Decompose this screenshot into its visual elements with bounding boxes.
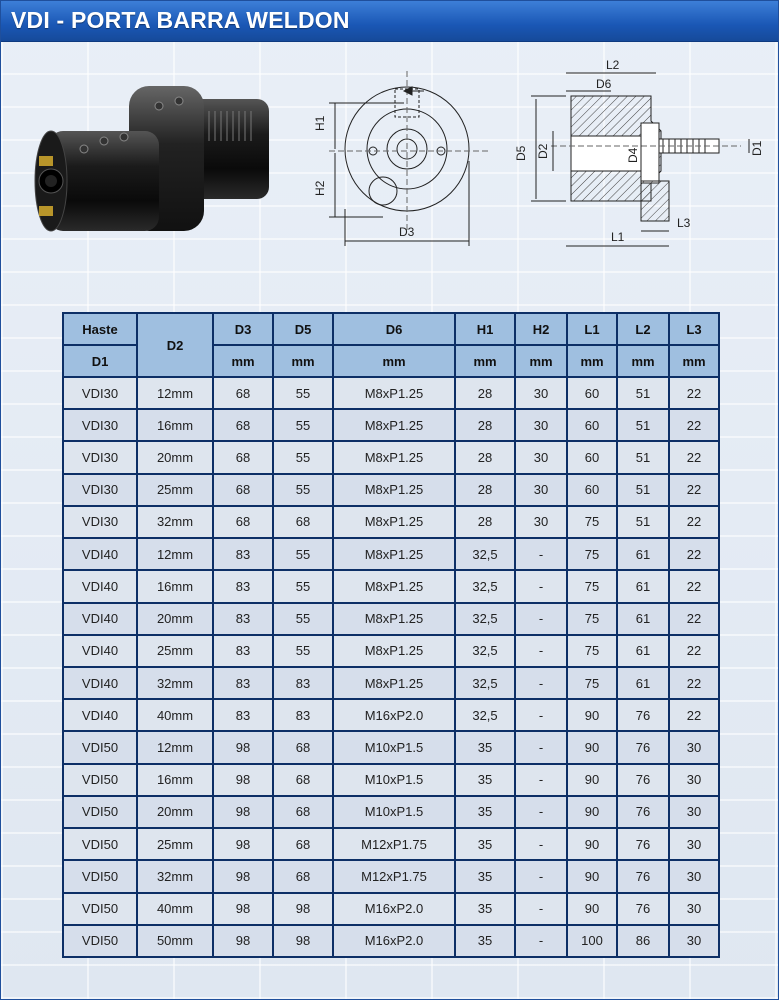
table-cell: 32mm [138, 861, 214, 893]
table-cell: 32mm [138, 668, 214, 700]
table-cell: 68 [274, 765, 334, 797]
table-cell: - [516, 926, 568, 958]
table-cell: 75 [568, 507, 618, 539]
table-cell: 22 [670, 410, 720, 442]
table-cell: 30 [670, 926, 720, 958]
header-cell: Haste [62, 312, 138, 346]
table-cell: 90 [568, 894, 618, 926]
table-cell: 35 [456, 926, 516, 958]
label-d4: D4 [626, 147, 640, 163]
table-cell: - [516, 636, 568, 668]
table-row [62, 636, 720, 668]
table-cell: 30 [670, 894, 720, 926]
table-cell: 40mm [138, 700, 214, 732]
table-cell: 30 [670, 765, 720, 797]
table-cell: 20mm [138, 797, 214, 829]
table-row [62, 732, 720, 764]
table-cell: 75 [568, 571, 618, 603]
unit-cell: mm [618, 346, 670, 378]
spec-table-container [62, 312, 720, 958]
table-cell: 51 [618, 507, 670, 539]
table-cell: 83 [214, 571, 274, 603]
table-cell: 35 [456, 894, 516, 926]
table-cell: 55 [274, 475, 334, 507]
table-cell: VDI50 [62, 894, 138, 926]
label-d3: D3 [399, 225, 415, 239]
table-cell: 25mm [138, 829, 214, 861]
table-cell: 16mm [138, 765, 214, 797]
table-cell: 98 [214, 926, 274, 958]
table-header-row [62, 312, 720, 346]
table-cell: VDI40 [62, 539, 138, 571]
table-cell: 60 [568, 442, 618, 474]
table-cell: - [516, 539, 568, 571]
table-cell: 20mm [138, 604, 214, 636]
table-cell: 28 [456, 507, 516, 539]
table-cell: 55 [274, 410, 334, 442]
table-cell: 76 [618, 765, 670, 797]
table-cell: M8xP1.25 [334, 636, 456, 668]
table-cell: 25mm [138, 475, 214, 507]
unit-cell: mm [516, 346, 568, 378]
table-cell: M8xP1.25 [334, 378, 456, 410]
table-cell: 16mm [138, 410, 214, 442]
header-cell: D3 [214, 312, 274, 346]
table-row [62, 668, 720, 700]
table-cell: 51 [618, 378, 670, 410]
table-cell: 28 [456, 410, 516, 442]
table-cell: 68 [214, 378, 274, 410]
product-photo [29, 71, 289, 251]
table-row [62, 475, 720, 507]
table-cell: VDI50 [62, 797, 138, 829]
table-cell: 90 [568, 732, 618, 764]
table-cell: 83 [214, 700, 274, 732]
table-cell: VDI50 [62, 829, 138, 861]
table-cell: 55 [274, 442, 334, 474]
table-cell: 32,5 [456, 539, 516, 571]
table-cell: 55 [274, 571, 334, 603]
table-cell: 68 [214, 475, 274, 507]
table-cell: 32,5 [456, 604, 516, 636]
table-cell: 83 [214, 636, 274, 668]
table-cell: 30 [516, 378, 568, 410]
table-cell: 22 [670, 539, 720, 571]
table-cell: 30 [670, 829, 720, 861]
header-cell: D5 [274, 312, 334, 346]
table-cell: 55 [274, 539, 334, 571]
table-cell: 75 [568, 636, 618, 668]
table-cell: 98 [214, 797, 274, 829]
table-cell: M16xP2.0 [334, 700, 456, 732]
table-cell: 35 [456, 765, 516, 797]
table-cell: 22 [670, 378, 720, 410]
table-cell: 83 [274, 700, 334, 732]
table-cell: VDI30 [62, 410, 138, 442]
table-cell: - [516, 829, 568, 861]
unit-cell: mm [334, 346, 456, 378]
table-cell: 61 [618, 668, 670, 700]
table-cell: M16xP2.0 [334, 926, 456, 958]
table-cell: 32,5 [456, 700, 516, 732]
table-cell: 32mm [138, 507, 214, 539]
table-cell: M10xP1.5 [334, 732, 456, 764]
table-cell: 30 [670, 797, 720, 829]
table-cell: M16xP2.0 [334, 894, 456, 926]
table-cell: 68 [274, 829, 334, 861]
table-cell: 83 [274, 668, 334, 700]
table-cell: 28 [456, 442, 516, 474]
table-cell: VDI40 [62, 668, 138, 700]
label-d5: D5 [514, 145, 528, 161]
header-cell: H1 [456, 312, 516, 346]
table-cell: - [516, 571, 568, 603]
table-cell: VDI30 [62, 442, 138, 474]
unit-cell: mm [274, 346, 334, 378]
table-cell: 76 [618, 861, 670, 893]
label-l3: L3 [677, 216, 691, 230]
table-cell: 86 [618, 926, 670, 958]
table-cell: 68 [214, 410, 274, 442]
table-cell: 98 [214, 765, 274, 797]
table-cell: 68 [274, 797, 334, 829]
table-cell: 22 [670, 668, 720, 700]
table-cell: - [516, 604, 568, 636]
label-l1: L1 [611, 230, 625, 244]
table-cell: 90 [568, 797, 618, 829]
table-cell: 61 [618, 571, 670, 603]
table-cell: 75 [568, 668, 618, 700]
table-cell: 28 [456, 475, 516, 507]
unit-cell: mm [568, 346, 618, 378]
table-cell: VDI50 [62, 732, 138, 764]
table-cell: 98 [274, 926, 334, 958]
table-cell: 83 [214, 604, 274, 636]
table-cell: M8xP1.25 [334, 571, 456, 603]
table-cell: 30 [670, 861, 720, 893]
header-cell: H2 [516, 312, 568, 346]
table-cell: 12mm [138, 539, 214, 571]
table-cell: 83 [214, 668, 274, 700]
label-h2: H2 [313, 180, 327, 196]
unit-cell: mm [456, 346, 516, 378]
table-row [62, 926, 720, 958]
table-cell: 60 [568, 378, 618, 410]
table-cell: 22 [670, 636, 720, 668]
header-cell: D1 [62, 346, 138, 378]
table-cell: M12xP1.75 [334, 861, 456, 893]
table-cell: 32,5 [456, 571, 516, 603]
table-cell: M10xP1.5 [334, 765, 456, 797]
table-cell: 12mm [138, 378, 214, 410]
header-cell: D2 [138, 312, 214, 378]
table-cell: M12xP1.75 [334, 829, 456, 861]
table-row [62, 765, 720, 797]
label-d1: D1 [750, 140, 764, 156]
header-cell: L1 [568, 312, 618, 346]
table-cell: 35 [456, 797, 516, 829]
table-cell: 90 [568, 765, 618, 797]
table-cell: 22 [670, 571, 720, 603]
table-row [62, 378, 720, 410]
table-cell: 90 [568, 829, 618, 861]
table-cell: 61 [618, 636, 670, 668]
table-cell: M8xP1.25 [334, 668, 456, 700]
table-cell: 75 [568, 604, 618, 636]
table-cell: 35 [456, 732, 516, 764]
table-cell: 20mm [138, 442, 214, 474]
table-cell: 25mm [138, 636, 214, 668]
label-l2: L2 [606, 58, 620, 72]
table-cell: 68 [214, 507, 274, 539]
table-cell: M8xP1.25 [334, 475, 456, 507]
table-cell: 30 [516, 410, 568, 442]
table-cell: VDI40 [62, 571, 138, 603]
table-cell: 90 [568, 861, 618, 893]
table-cell: 76 [618, 894, 670, 926]
table-cell: 98 [214, 829, 274, 861]
table-cell: 30 [516, 507, 568, 539]
unit-cell: mm [214, 346, 274, 378]
table-row [62, 442, 720, 474]
table-cell: 60 [568, 410, 618, 442]
table-cell: 35 [456, 861, 516, 893]
table-cell: 22 [670, 507, 720, 539]
table-cell: VDI30 [62, 507, 138, 539]
label-d2: D2 [536, 143, 550, 159]
table-cell: 16mm [138, 571, 214, 603]
table-cell: M8xP1.25 [334, 507, 456, 539]
table-row [62, 507, 720, 539]
table-row [62, 604, 720, 636]
header-cell: L2 [618, 312, 670, 346]
table-cell: 22 [670, 604, 720, 636]
table-cell: 30 [516, 475, 568, 507]
header-cell: D6 [334, 312, 456, 346]
label-d6: D6 [596, 77, 612, 91]
table-cell: 55 [274, 378, 334, 410]
table-cell: M8xP1.25 [334, 539, 456, 571]
table-cell: 30 [670, 732, 720, 764]
table-cell: 12mm [138, 732, 214, 764]
table-cell: 100 [568, 926, 618, 958]
table-cell: VDI40 [62, 700, 138, 732]
table-cell: 55 [274, 636, 334, 668]
table-cell: VDI50 [62, 765, 138, 797]
table-cell: 51 [618, 410, 670, 442]
table-cell: - [516, 894, 568, 926]
table-row [62, 829, 720, 861]
table-cell: - [516, 797, 568, 829]
table-cell: 22 [670, 700, 720, 732]
table-cell: 51 [618, 475, 670, 507]
table-row [62, 571, 720, 603]
table-row [62, 894, 720, 926]
table-cell: M10xP1.5 [334, 797, 456, 829]
header-cell: L3 [670, 312, 720, 346]
unit-cell: mm [670, 346, 720, 378]
label-h1: H1 [313, 115, 327, 131]
table-row [62, 797, 720, 829]
table-cell: 32,5 [456, 668, 516, 700]
table-row [62, 539, 720, 571]
table-cell: 76 [618, 797, 670, 829]
table-row [62, 410, 720, 442]
table-cell: 76 [618, 732, 670, 764]
table-cell: 83 [214, 539, 274, 571]
table-cell: 28 [456, 378, 516, 410]
table-cell: M8xP1.25 [334, 410, 456, 442]
table-cell: 51 [618, 442, 670, 474]
table-cell: 98 [214, 894, 274, 926]
table-cell: VDI30 [62, 475, 138, 507]
table-cell: - [516, 861, 568, 893]
table-cell: 50mm [138, 926, 214, 958]
table-cell: VDI40 [62, 604, 138, 636]
table-cell: 55 [274, 604, 334, 636]
front-view-diagram [309, 51, 499, 261]
table-cell: 98 [214, 861, 274, 893]
spec-table [62, 312, 720, 958]
table-cell: 76 [618, 700, 670, 732]
table-cell: 98 [274, 894, 334, 926]
table-cell: M8xP1.25 [334, 604, 456, 636]
page-title: VDI - PORTA BARRA WELDON [11, 7, 350, 33]
table-cell: 98 [214, 732, 274, 764]
table-body [62, 378, 720, 958]
title-bar [1, 1, 778, 42]
table-cell: 76 [618, 829, 670, 861]
table-cell: 22 [670, 442, 720, 474]
table-row [62, 700, 720, 732]
table-cell: - [516, 732, 568, 764]
table-cell: - [516, 765, 568, 797]
table-cell: 61 [618, 604, 670, 636]
table-cell: VDI30 [62, 378, 138, 410]
table-cell: VDI40 [62, 636, 138, 668]
table-cell: - [516, 700, 568, 732]
table-cell: 60 [568, 475, 618, 507]
table-cell: 75 [568, 539, 618, 571]
table-cell: 68 [274, 507, 334, 539]
table-cell: - [516, 668, 568, 700]
table-cell: 35 [456, 829, 516, 861]
table-cell: M8xP1.25 [334, 442, 456, 474]
table-cell: 30 [516, 442, 568, 474]
table-cell: 90 [568, 700, 618, 732]
table-cell: 61 [618, 539, 670, 571]
table-cell: 68 [214, 442, 274, 474]
side-view-diagram [511, 51, 771, 261]
table-cell: VDI50 [62, 926, 138, 958]
table-row [62, 861, 720, 893]
table-cell: 68 [274, 732, 334, 764]
table-cell: 68 [274, 861, 334, 893]
table-cell: 40mm [138, 894, 214, 926]
table-cell: 32,5 [456, 636, 516, 668]
table-cell: VDI50 [62, 861, 138, 893]
table-cell: 22 [670, 475, 720, 507]
